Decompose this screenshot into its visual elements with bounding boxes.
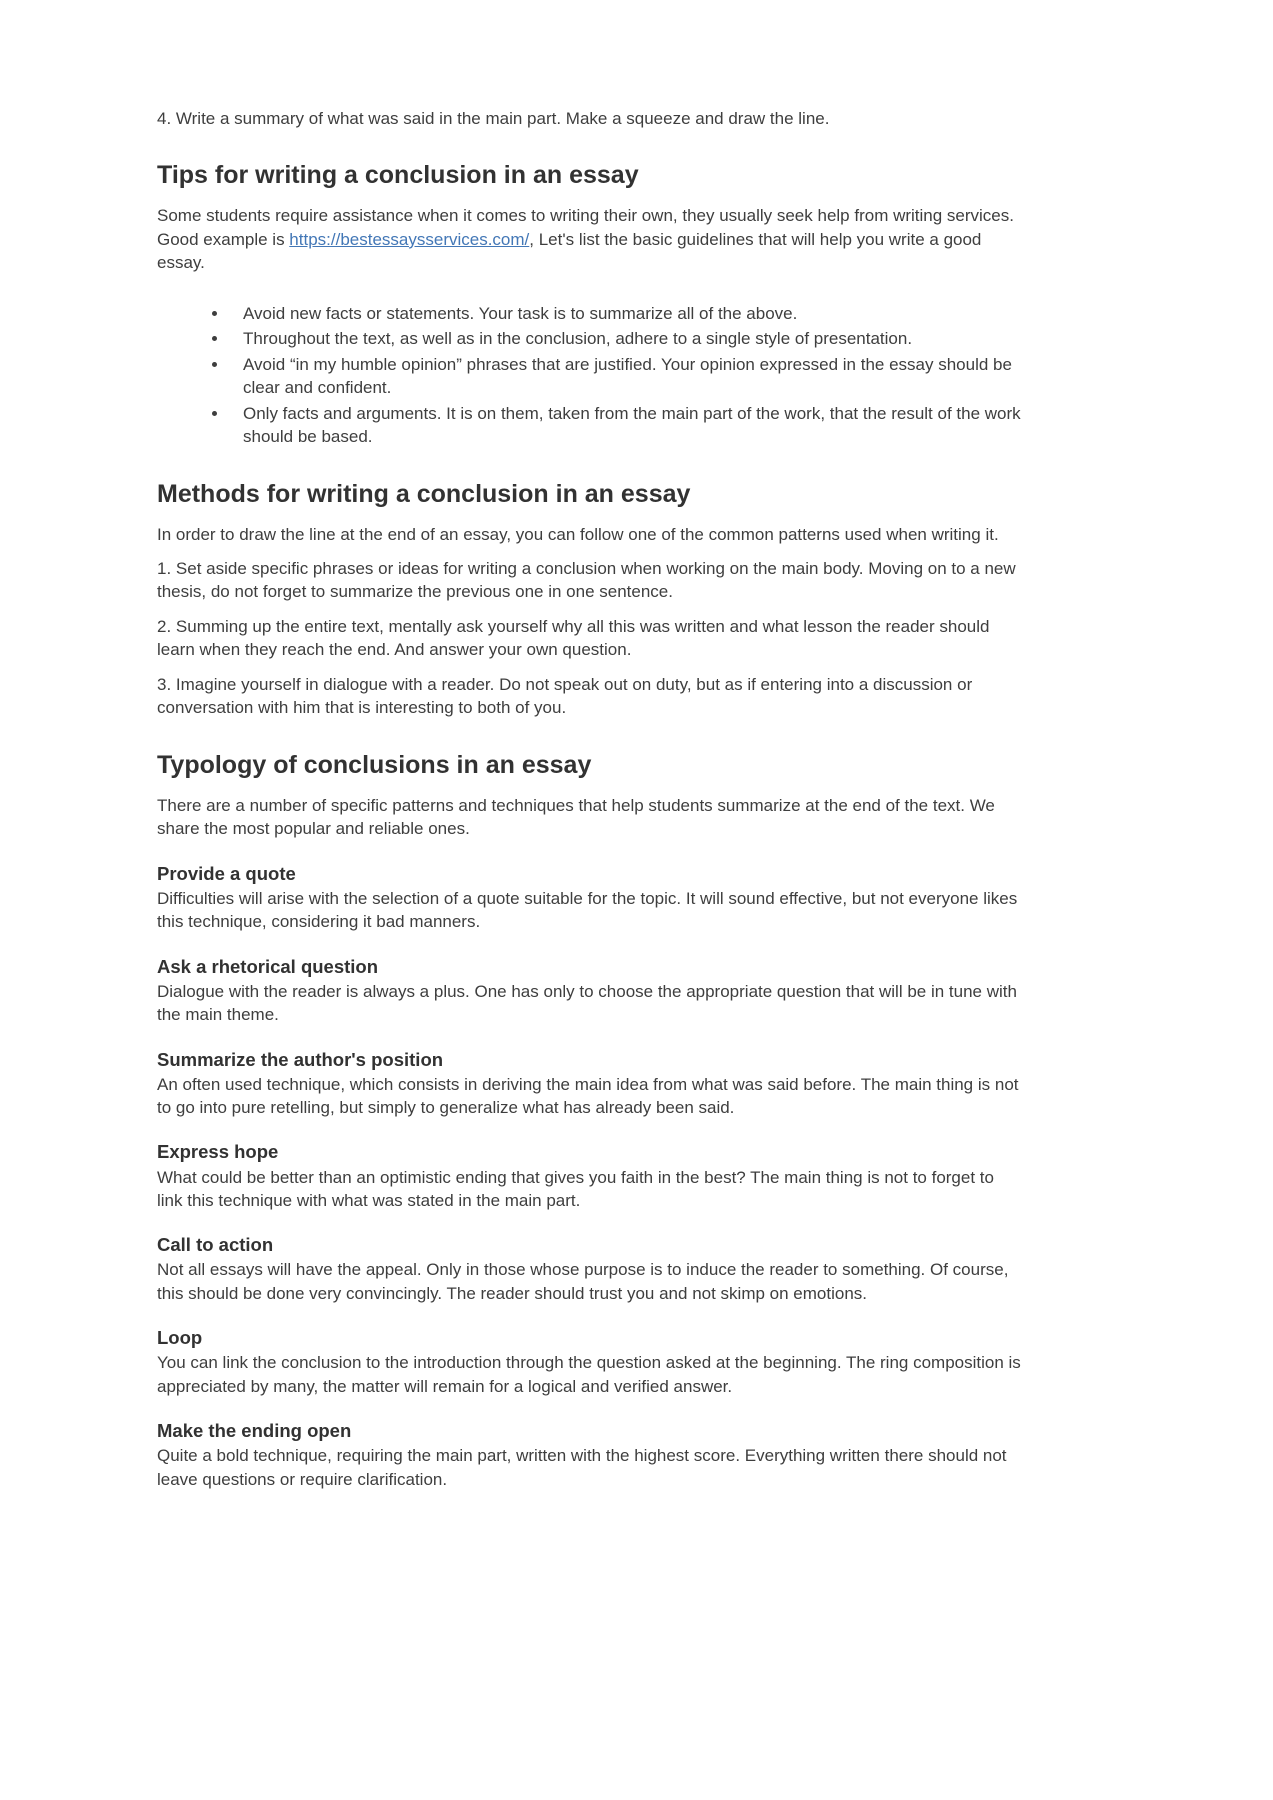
- technique-body: An often used technique, which consists in deriving the main idea from what was said before. The main thing is not to go into pure retelling, but simply to generalize what has already been said.: [157, 1074, 1019, 1118]
- methods-paragraph: 1. Set aside specific phrases or ideas for writing a conclusion when working on the main body. Moving on to a new thesis, do not forget to summarize the previous one in one sentence.: [157, 558, 1016, 602]
- section-heading-tips: Tips for writing a conclusion in an essay: [157, 161, 639, 190]
- methods-paragraph: 3. Imagine yourself in dialogue with a reader. Do not speak out on duty, but as if entering into a discussion or conversation with him that is interesting to both of you.: [157, 674, 973, 718]
- technique-body: Not all essays will have the appeal. Only in those whose purpose is to induce the reader to something. Of course, this should be done very convincingly. The reader should trust you and not skimp on emotions.: [157, 1260, 1009, 1303]
- typology-intro-paragraph: There are a number of specific patterns and techniques that help students summarize at the end of the text. We share the most popular and reliable ones.: [157, 795, 995, 839]
- list-item: • Throughout the text, as well as in the conclusion, adhere to a single style of presentation.: [229, 327, 1023, 350]
- technique-title: Ask a rhetorical question: [157, 955, 379, 977]
- technique-title: Summarize the author's position: [157, 1048, 444, 1070]
- bestessaysservices-link[interactable]: https://bestessaysservices.com/: [289, 229, 530, 249]
- technique-title: Provide a quote: [157, 862, 296, 884]
- technique-title: Call to action: [157, 1234, 274, 1256]
- section-heading-methods: Methods for writing a conclusion in an essay: [157, 479, 691, 508]
- tips-intro-text-after: , Let's list the basic guidelines that will help you write a good essay.: [157, 229, 982, 273]
- methods-paragraph: In order to draw the line at the end of an essay, you can follow one of the common patterns used when writing it.: [157, 524, 999, 544]
- list-item: • Avoid new facts or statements. Your task is to summarize all of the above.: [229, 302, 1023, 325]
- technique-call-to-action: [157, 1233, 1023, 1305]
- tips-bullet-list: [157, 302, 1023, 449]
- technique-provide-a-quote: [157, 862, 1023, 934]
- technique-title: Make the ending open: [157, 1420, 352, 1442]
- technique-body: You can link the conclusion to the introduction through the question asked at the beginning. The ring composition is appreciated by many, the matter will remain for a logical and verified answer.: [157, 1353, 1021, 1396]
- technique-body: Difficulties will arise with the selection of a quote suitable for the topic. It will sound effective, but not everyone likes this technique, considering it bad manners.: [157, 888, 1018, 932]
- technique-express-hope: [157, 1140, 1023, 1212]
- technique-body: Quite a bold technique, requiring the main part, written with the highest score. Everything written there should not leave questions or require clarification.: [157, 1446, 1007, 1489]
- technique-summarize-authors-position: [157, 1048, 1023, 1120]
- technique-loop: [157, 1326, 1023, 1398]
- technique-make-the-ending-open: [157, 1419, 1023, 1491]
- technique-ask-a-rhetorical-question: [157, 955, 1023, 1027]
- tips-intro-paragraph: [157, 204, 1023, 274]
- list-item: • Only facts and arguments. It is on them, taken from the main part of the work, that the result of the work should be based.: [229, 402, 1023, 449]
- technique-body: Dialogue with the reader is always a plus. One has only to choose the appropriate question that will be in tune with the main theme.: [157, 981, 1017, 1025]
- section-heading-typology: Typology of conclusions in an essay: [157, 750, 592, 779]
- technique-title: Express hope: [157, 1141, 279, 1163]
- technique-title: Loop: [157, 1327, 203, 1349]
- numbered-step-4: 4. Write a summary of what was said in the main part. Make a squeeze and draw the line.: [157, 109, 830, 128]
- technique-body: What could be better than an optimistic ending that gives you faith in the best? The main thing is not to forget to link this technique with what was stated in the main part.: [157, 1167, 994, 1210]
- methods-paragraph: 2. Summing up the entire text, mentally ask yourself why all this was written and what lesson the reader should learn when they reach the end. And answer your own question.: [157, 616, 990, 660]
- list-item: • Avoid “in my humble opinion” phrases that are justified. Your opinion expressed in the essay should be clear and confident.: [229, 353, 1023, 400]
- tips-intro-text-before: Some students require assistance when it comes to writing their own, they usually seek help from writing services. Good example is: [157, 206, 1014, 249]
